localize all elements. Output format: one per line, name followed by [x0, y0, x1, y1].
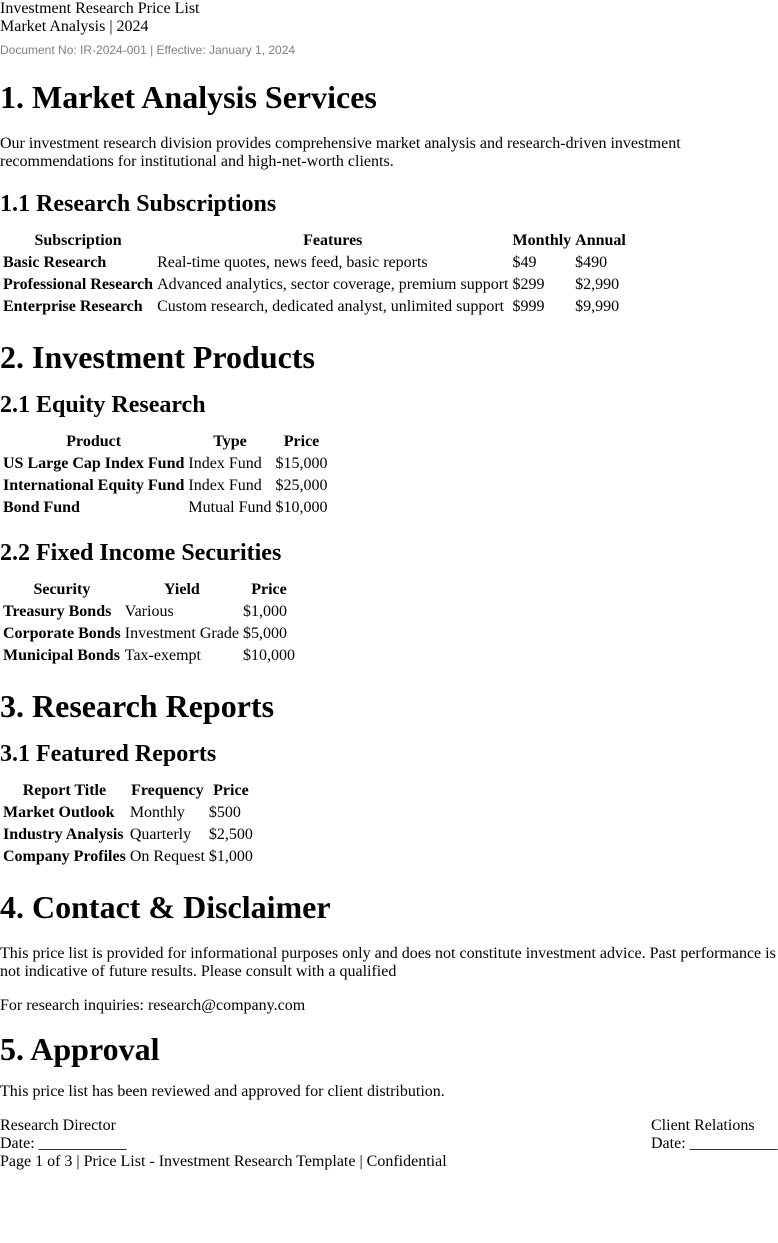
contact-paragraph: For research inquiries: research@company.com: [0, 997, 306, 1014]
product-price: $25,000: [275, 477, 328, 494]
table-row: [2, 297, 627, 317]
product-type: Index Fund: [188, 455, 262, 472]
table-row: [2, 275, 627, 295]
security-price: $1,000: [242, 603, 287, 620]
subsection-heading-featured-reports: 3.1 Featured Reports: [0, 741, 217, 767]
approval-paragraph: This price list has been reviewed and approved for client distribution.: [0, 1083, 445, 1100]
security-yield: Tax-exempt: [124, 647, 201, 664]
table-header-row: [2, 580, 296, 600]
security-name: Corporate Bonds: [3, 625, 121, 642]
column-header: Price: [283, 433, 320, 450]
report-price: $1,000: [208, 848, 253, 865]
intro-paragraph: Our investment research division provides comprehensive market analysis and research-driven investment recommendations for institutional and high-net-worth clients.: [0, 135, 681, 170]
subscriptions-table: [0, 229, 629, 319]
column-header: Security: [33, 581, 91, 598]
table-row: [2, 646, 296, 666]
signature-role: Research Director: [0, 1117, 116, 1134]
subsection-heading-fixed-income: 2.2 Fixed Income Securities: [0, 540, 282, 566]
page-footer: Page 1 of 3 | Price List - Investment Research Template | Confidential: [0, 1153, 447, 1170]
security-yield: Various: [124, 603, 174, 620]
section-heading-investment-products: 2. Investment Products: [0, 339, 315, 375]
report-frequency: Monthly: [129, 804, 185, 821]
report-title: Industry Analysis: [3, 826, 124, 843]
column-header: Annual: [575, 232, 626, 249]
document-number: Document No: IR-2024-001 | Effective: January 1, 2024: [0, 43, 296, 57]
column-header: Frequency: [131, 782, 204, 799]
product-name: International Equity Fund: [3, 477, 185, 494]
section-heading-approval: 5. Approval: [0, 1031, 160, 1067]
equity-research-table: [0, 430, 331, 520]
table-row: [2, 825, 254, 845]
column-header: Subscription: [34, 232, 122, 249]
document-title: Investment Research Price List: [0, 0, 200, 17]
annual-price: $2,990: [575, 276, 620, 293]
disclaimer-paragraph: This price list is provided for informational purposes only and does not constitute investment advice. Past performance is not indicative of future results. Please consult with a qualified: [0, 945, 776, 980]
report-frequency: Quarterly: [129, 826, 192, 843]
table-row: [2, 602, 296, 622]
report-price: $2,500: [208, 826, 253, 843]
document-header: [0, 0, 778, 57]
subscription-features: Real-time quotes, news feed, basic reports: [157, 254, 428, 271]
table-header-row: [2, 231, 627, 251]
security-price: $5,000: [242, 625, 287, 642]
monthly-price: $999: [512, 298, 545, 315]
security-name: Municipal Bonds: [3, 647, 120, 664]
table-row: [2, 253, 627, 273]
column-header: Product: [66, 433, 122, 450]
signature-research-director: [0, 1117, 127, 1153]
report-title: Company Profiles: [3, 848, 126, 865]
column-header: Yield: [163, 581, 200, 598]
product-name: US Large Cap Index Fund: [3, 455, 185, 472]
table-row: [2, 476, 329, 496]
subsection-heading-research-subscriptions: 1.1 Research Subscriptions: [0, 191, 277, 217]
table-row: [2, 624, 296, 644]
featured-reports-table: [0, 779, 256, 869]
subscription-name: Professional Research: [3, 276, 154, 293]
column-header: Monthly: [512, 232, 572, 249]
subscription-features: Advanced analytics, sector coverage, premium support: [157, 276, 509, 293]
product-name: Bond Fund: [3, 499, 80, 516]
security-yield: Investment Grade: [124, 625, 239, 642]
security-name: Treasury Bonds: [3, 603, 112, 620]
monthly-price: $49: [512, 254, 537, 271]
subscription-name: Basic Research: [3, 254, 107, 271]
signature-client-relations: [651, 1117, 778, 1153]
report-frequency: On Request: [129, 848, 205, 865]
report-title: Market Outlook: [3, 804, 115, 821]
column-header: Price: [251, 581, 287, 598]
monthly-price: $299: [512, 276, 545, 293]
product-price: $10,000: [275, 499, 328, 516]
product-price: $15,000: [275, 455, 328, 472]
signature-date-field: Date: ___________: [651, 1135, 778, 1152]
annual-price: $490: [575, 254, 608, 271]
section-heading-contact-disclaimer: 4. Contact & Disclaimer: [0, 889, 331, 925]
subsection-heading-equity-research: 2.1 Equity Research: [0, 392, 206, 418]
column-header: Features: [303, 232, 363, 249]
signature-block: [0, 1117, 778, 1153]
product-type: Mutual Fund: [188, 499, 272, 516]
column-header: Price: [213, 782, 249, 799]
signature-role: Client Relations: [651, 1117, 755, 1134]
product-type: Index Fund: [188, 477, 262, 494]
annual-price: $9,990: [575, 298, 620, 315]
signature-date-field: Date: ___________: [0, 1135, 127, 1152]
table-row: [2, 498, 329, 518]
column-header: Type: [213, 433, 247, 450]
table-row: [2, 803, 254, 823]
document-subtitle: Market Analysis | 2024: [0, 18, 149, 35]
column-header: Report Title: [22, 782, 107, 799]
table-header-row: [2, 781, 254, 801]
table-header-row: [2, 432, 329, 452]
table-row: [2, 454, 329, 474]
security-price: $10,000: [242, 647, 295, 664]
section-heading-research-reports: 3. Research Reports: [0, 688, 275, 724]
section-heading-market-analysis: 1. Market Analysis Services: [0, 79, 377, 115]
fixed-income-table: [0, 578, 298, 668]
subscription-name: Enterprise Research: [3, 298, 143, 315]
table-row: [2, 847, 254, 867]
report-price: $500: [208, 804, 241, 821]
subscription-features: Custom research, dedicated analyst, unlimited support: [157, 298, 505, 315]
